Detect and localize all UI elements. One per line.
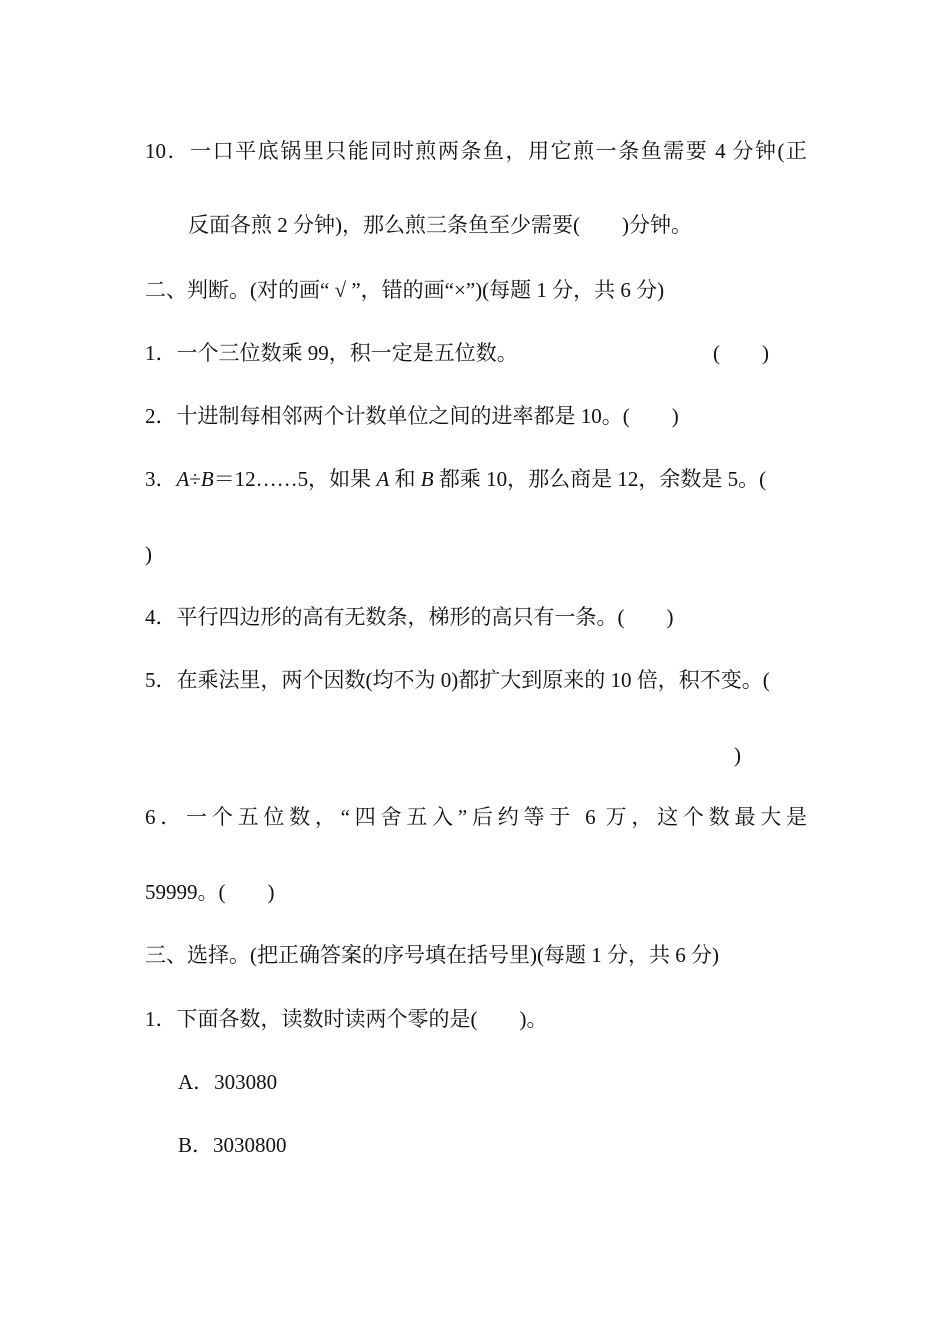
judge-item-2: 2．十进制每相邻两个计数单位之间的进率都是 10。( ): [145, 404, 679, 428]
judge-item-3-mid: ＝12……5，如果: [213, 467, 377, 491]
judge-item-3-line2: ): [145, 542, 152, 566]
judge-item-3-line1: [145, 465, 807, 493]
section3-heading: 三、选择。(把正确答案的序号填在括号里)(每题 1 分，共 6 分): [145, 943, 719, 967]
judge-item-1-blank: ( ): [713, 341, 769, 365]
judge-item-1: 1．一个三位数乘 99，积一定是五位数。: [145, 341, 518, 365]
variable-a: A: [176, 467, 190, 491]
judge-item-5-line1: 5．在乘法里，两个因数(均不为 0)都扩大到原来的 10 倍，积不变。(: [145, 668, 770, 692]
section2-heading: 二、判断。(对的画“ √ ”，错的画“×”)(每题 1 分，共 6 分): [145, 278, 665, 302]
judge-item-5-line2: ): [734, 743, 741, 767]
choice-q1-option-a: A．303080: [178, 1070, 278, 1094]
division-sign: ÷: [189, 467, 201, 491]
judge-item-3-post: 都乘 10，那么商是 12，余数是 5。(: [433, 467, 767, 491]
judge-item-6-line2: 59999。( ): [145, 880, 275, 904]
judge-item-3-and: 和: [389, 467, 421, 491]
choice-q1-option-b: B．3030800: [178, 1133, 287, 1157]
choice-q1-stem: 1．下面各数，读数时读两个零的是( )。: [145, 1007, 548, 1031]
variable-b-2: B: [420, 467, 434, 491]
judge-item-6-line1: 6．一个五位数，“四舍五入”后约等于 6 万，这个数最大是: [145, 805, 807, 829]
variable-a-2: A: [376, 467, 390, 491]
variable-b: B: [200, 467, 214, 491]
q10-line2: 反面各煎 2 分钟)，那么煎三条鱼至少需要( )分钟。: [188, 213, 692, 237]
judge-item-4: 4．平行四边形的高有无数条，梯形的高只有一条。( ): [145, 605, 674, 629]
judge-item-3-number: 3．: [145, 467, 177, 491]
q10-line1: 10．一口平底锅里只能同时煎两条鱼，用它煎一条鱼需要 4 分钟(正: [145, 139, 807, 163]
